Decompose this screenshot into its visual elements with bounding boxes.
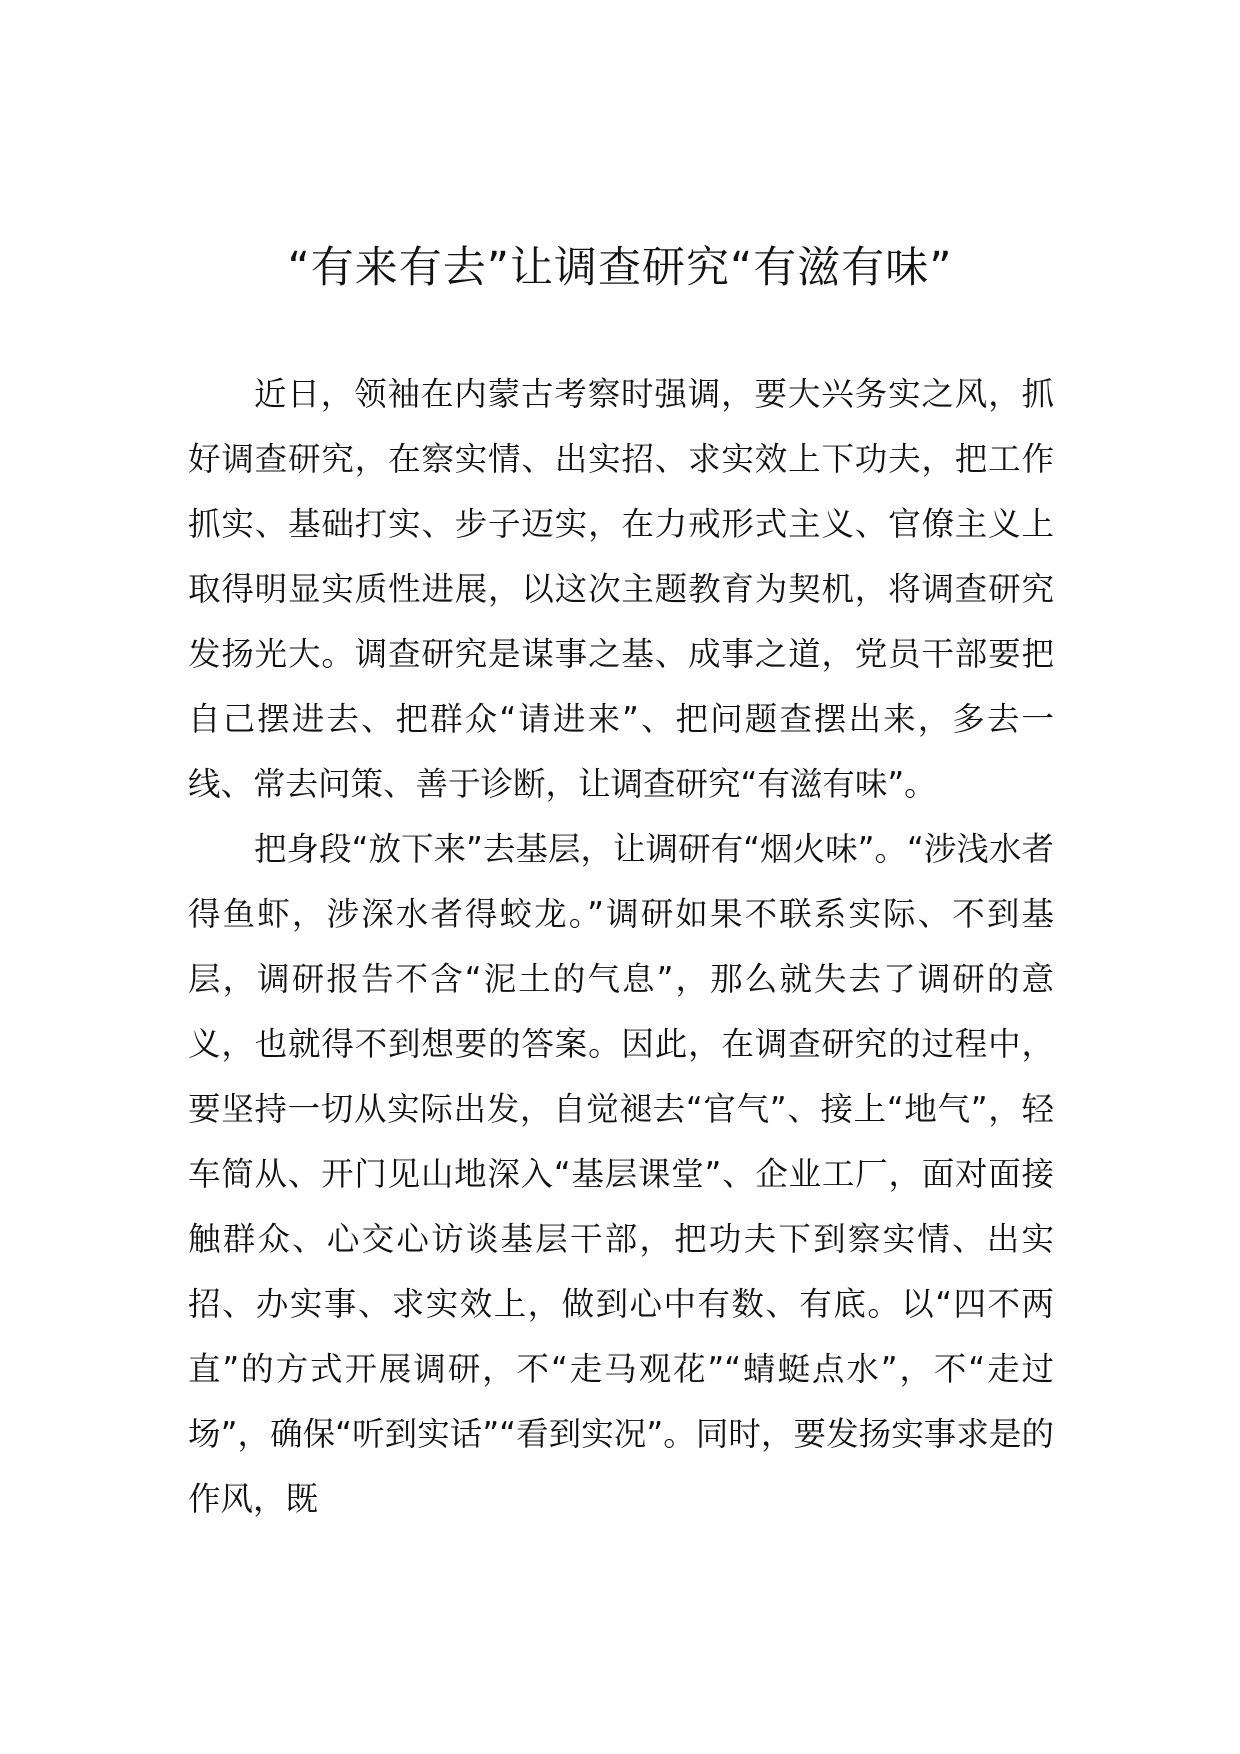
- document-body: [188, 362, 1054, 1532]
- paragraph-1: 近日，领袖在内蒙古考察时强调，要大兴务实之风，抓好调查研究，在察实情、出实招、求实效上下功夫，把工作抓实、基础打实、步子迈实，在力戒形式主义、官僚主义上取得明显实质性进展，以这次主题教育为契机，将调查研究发扬光大。调查研究是谋事之基、成事之道，党员干部要把自己摆进去、把群众“请进来”、把问题查摆出来，多去一线、常去问策、善于诊断，让调查研究“有滋有味”。: [188, 375, 1054, 803]
- paragraph-2: 把身段“放下来”去基层，让调研有“烟火味”。“涉浅水者得鱼虾，涉深水者得蛟龙。”调研如果不联系实际、不到基层，调研报告不含“泥土的气息”，那么就失去了调研的意义，也就得不到想要的答案。因此，在调查研究的过程中，要坚持一切从实际出发，自觉褪去“官气”、接上“地气”，轻车简从、开门见山地深入“基层课堂”、企业工厂，面对面接触群众、心交心访谈基层干部，把功夫下到察实情、出实招、办实事、求实效上，做到心中有数、有底。以“四不两直”的方式开展调研，不“走马观花”“蜻蜓点水”，不“走过场”，确保“听到实话”“看到实况”。同时，要发扬实事求是的作风，既: [188, 830, 1054, 1518]
- document-title: “有来有去”让调查研究“有滋有味”: [287, 243, 953, 293]
